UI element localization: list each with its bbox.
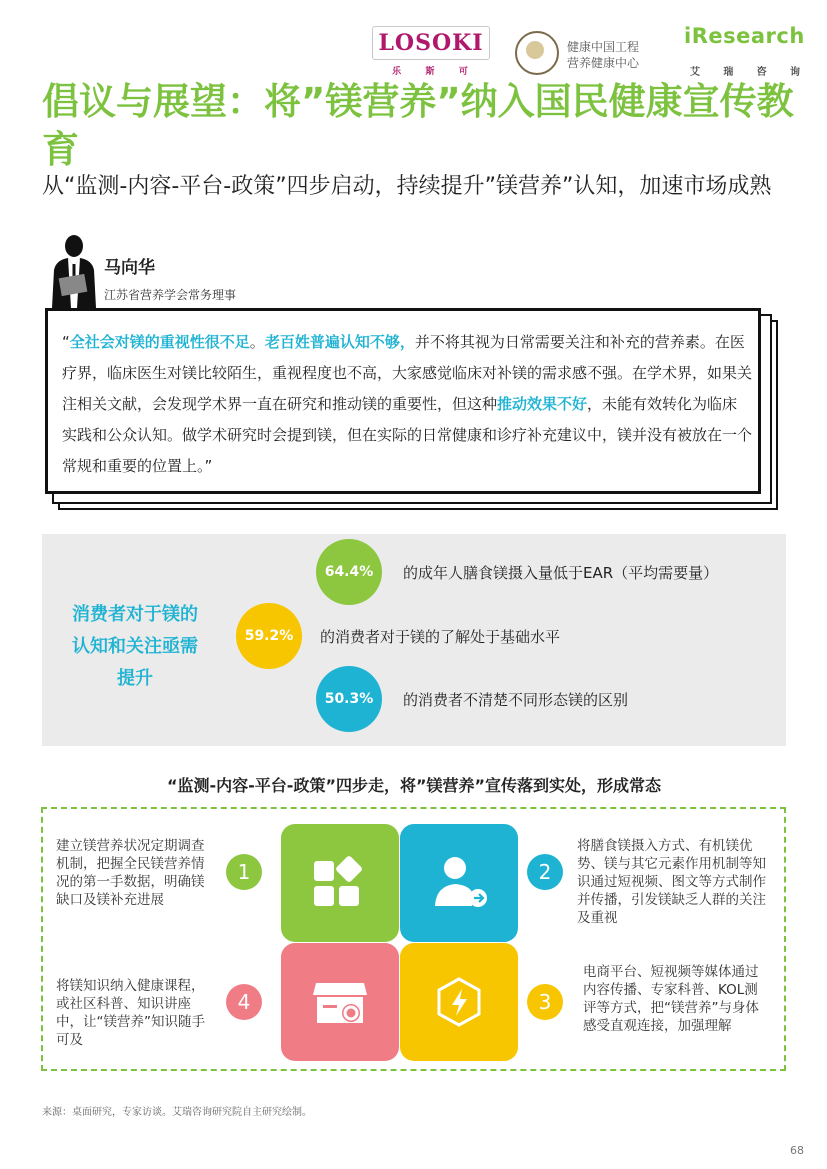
- grid-diamond-icon: [281, 824, 399, 942]
- losoki-sub-char: 斯: [425, 67, 435, 77]
- quote-text: 并不将其视为日常需要关注和补充的营养素。在医疗界，临床医生对镁比较陌生，重视程度也不高，大家感觉临床对补镁的需求感不强。在学术界，如果关注相关文献，会发现学术界一直在研究和推动镁的重要性，但这种: [62, 333, 753, 413]
- step-tile-1: [281, 824, 399, 942]
- quote-text: 。: [249, 333, 265, 351]
- store-gear-icon: [281, 943, 399, 1061]
- stat-circle: 50.3%: [316, 666, 382, 732]
- stat-description: 的消费者对于镁的了解处于基础水平: [320, 628, 561, 646]
- step-number: 3: [527, 984, 563, 1020]
- user-share-icon: [400, 824, 518, 942]
- seal-emblem-icon: [526, 41, 544, 59]
- quote-highlight: 推动效果不好: [497, 395, 588, 413]
- step-tile-3: [400, 943, 518, 1061]
- page-title: 倡议与展望：将”镁营养”纳入国民健康宣传教育: [42, 80, 794, 171]
- iresearch-logo-subtitle: [690, 63, 800, 78]
- iresearch-sub-char: 瑞: [723, 67, 734, 78]
- page-number: 68: [790, 1144, 804, 1157]
- step-number: 1: [226, 854, 262, 890]
- stat-description: 的成年人膳食镁摄入量低于EAR（平均需要量）: [403, 564, 719, 582]
- stat-circle: 59.2%: [236, 603, 302, 669]
- iresearch-logo: iResearch: [684, 24, 805, 48]
- step-text: 电商平台、短视频等媒体通过内容传播、专家科普、KOL测评等方式，把“镁营养”与身体感受直观连接，加强理解: [583, 964, 759, 1034]
- steps-heading: “监测-内容-平台-政策”四步走，将”镁营养”宣传落到实处，形成常态: [167, 776, 661, 795]
- step-number: 2: [527, 854, 563, 890]
- partner-name-line2: 营养健康中心: [567, 56, 640, 70]
- step-tile-2: [400, 824, 518, 942]
- expert-role: 江苏省营养学会常务理事: [104, 288, 237, 302]
- page-subtitle: 从“监测-内容-平台-政策”四步启动，持续提升”镁营养”认知，加速市场成熟: [42, 174, 772, 199]
- iresearch-sub-char: 咨: [756, 67, 767, 78]
- losoki-logo-subtitle: [380, 64, 480, 77]
- partner-name-line1: 健康中国工程: [567, 40, 640, 54]
- losoki-logo: LOSOKI: [372, 26, 490, 60]
- quote-open: “: [62, 333, 70, 351]
- losoki-sub-char: 可: [458, 67, 468, 77]
- expert-quote: [62, 327, 752, 482]
- stat-circle: 64.4%: [316, 539, 382, 605]
- quote-highlight: 全社会对镁的重视性很不足: [69, 333, 250, 351]
- step-text: 建立镁营养状况定期调查机制，把握全民镁营养情况的第一手数据，明确镁缺口及镁补充进展: [56, 838, 205, 908]
- expert-name: 马向华: [104, 258, 155, 278]
- iresearch-sub-char: 艾: [690, 67, 700, 78]
- quote-text: ，未能有效转化为临床实践和公众认知。做学术研究时会提到镁，但在实际的日常健康和诊疗补充建议中，镁并没有被放在一个常规和重要的位置上。”: [62, 395, 753, 475]
- lightning-shield-icon: [400, 943, 518, 1061]
- step-tile-4: [281, 943, 399, 1061]
- step-text: 将膳食镁摄入方式、有机镁优势、镁与其它元素作用机制等知识通过短视频、图文等方式制作并传播，引发镁缺乏人群的关注及重视: [577, 838, 766, 926]
- stats-panel-label: 消费者对于镁的认知和关注亟需提升: [72, 604, 198, 689]
- quote-highlight: 老百姓普遍认知不够，: [264, 333, 415, 351]
- step-text: 将镁知识纳入健康课程，或社区科普、知识讲座中，让“镁营养”知识随手可及: [56, 978, 205, 1048]
- losoki-sub-char: 乐: [392, 67, 402, 77]
- step-number: 4: [226, 984, 262, 1020]
- source-note: 来源：桌面研究，专家访谈。艾瑞咨询研究院自主研究绘制。: [42, 1107, 312, 1118]
- stat-description: 的消费者不清楚不同形态镁的区别: [403, 691, 629, 709]
- expert-avatar-icon: [46, 232, 102, 308]
- iresearch-sub-char: 询: [789, 67, 800, 78]
